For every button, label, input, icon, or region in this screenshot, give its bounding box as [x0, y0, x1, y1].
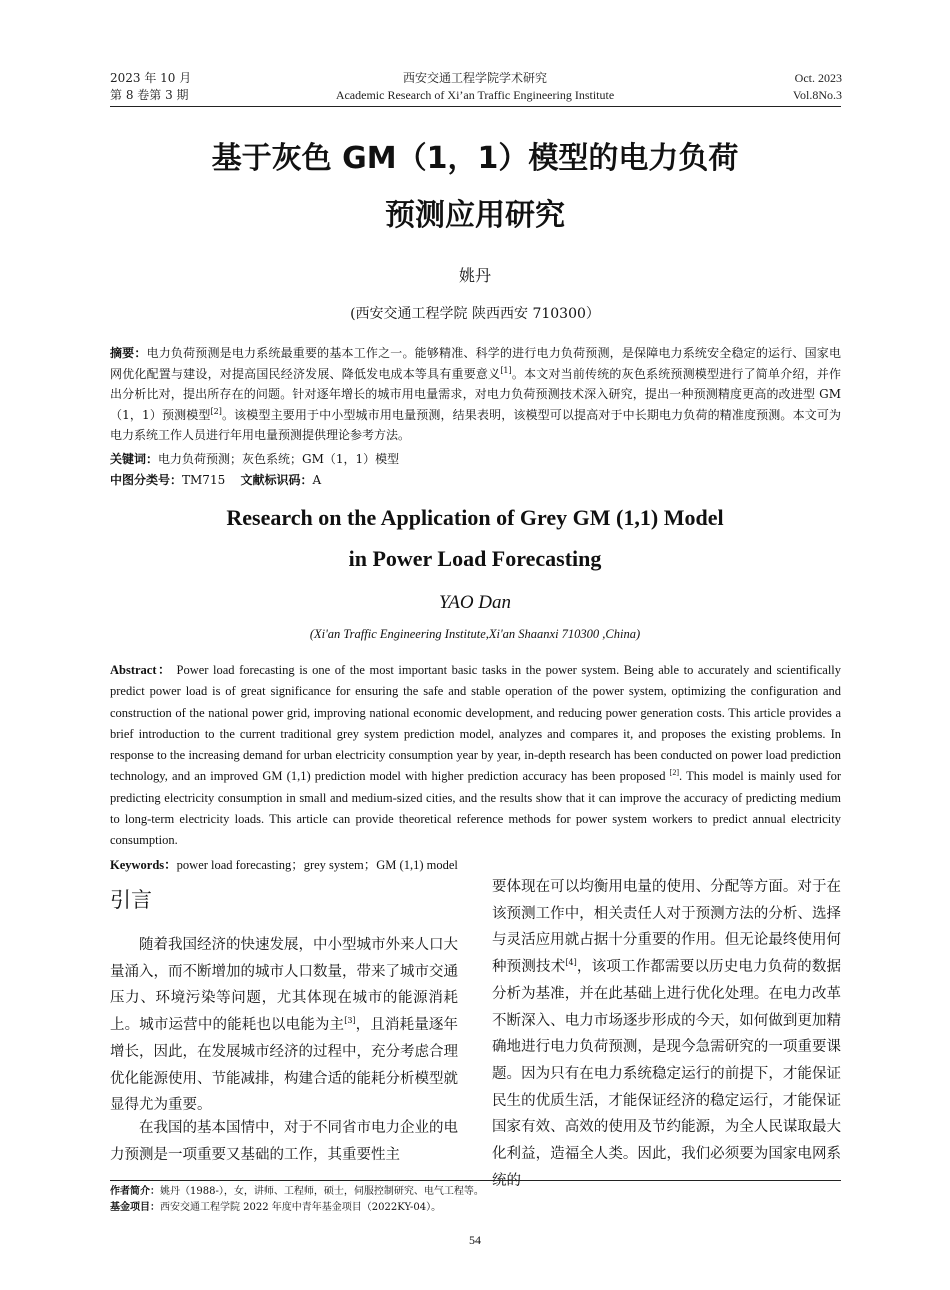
header-volume-en: Vol.8No.3 — [792, 88, 842, 102]
clc-label: 中图分类号： — [110, 473, 183, 487]
body-right-column — [492, 874, 841, 1194]
doc-code-label: 文献标识码： — [240, 473, 313, 487]
keywords-cn — [110, 449, 841, 470]
author-cn: 姚丹 — [458, 266, 491, 285]
keywords-en — [110, 855, 458, 873]
header-date-en: Oct. 2023 — [794, 71, 842, 85]
footnote-rule — [110, 1180, 841, 1181]
abstract-en-text-1: Power load forecasting is one of the most important basic tasks in the power system. Being able to accurately and scientifically predict power load is of great significance for ensuring the safe and stable operation of the power system, optimizing the configuration and construction of the national power grid, improving national economic development, and reducing power generation costs. This article provides a brief introduction to the current traditional grey system prediction model, analyzes and compares it, and proposes the existing problems. In response to the increasing demand for urban electricity consumption year by year, in-depth research has been conducted on power load prediction technology, and an improved GM (1,1) prediction model with higher prediction accuracy has been proposed — [110, 663, 842, 784]
body-right-text-b: ，该项工作都需要以历史电力负荷的数据分析为基准，并在此基础上进行优化处理。在电力改革不断深入、电力市场逐步形成的今天，如何做到更加精确地进行电力负荷预测，是现今急需研究的一项重要课题。因为只有在电力系统稳定运行的前提下，才能保证民生的优质生活，才能保证经济的稳定运行，才能保证国家有效、高效的使用及节约能源，为全人民谋取最大化利益，造福全人类。因此，我们必须要为国家电网系统的 — [492, 959, 842, 1189]
doc-code-value: A — [312, 473, 322, 487]
footnote-author — [110, 1184, 484, 1200]
section-title: 引言 — [110, 888, 152, 912]
title-cn-line-2: 预测应用研究 — [385, 198, 565, 233]
keywords-cn-label: 关键词： — [110, 452, 159, 466]
header-rule — [110, 106, 841, 107]
header-journal-en: Academic Research of Xi’an Traffic Engineering Institute — [335, 88, 615, 102]
abstract-cn-text-1: 电力负荷预测是电力系统最重要的基本工作之一。能够精准、科学的进行电力负荷预测，是保障电力系统安全稳定的运行、国家电网优化配置与建设，对提高国民经济发展、降低发电成本等具有重要意义 — [110, 346, 841, 381]
author-en: YAO Dan — [438, 592, 512, 613]
keywords-en-label: Keywords： — [110, 858, 177, 872]
abstract-en-text-2: . This model is mainly used for predicting electricity consumption in small and medium-sized cities, and the results show that it can improve the accuracy of predicting medium to long-term electricity loads. This article can provide theoretical reference methods for power system workers to predict annual electricity consumption. — [110, 769, 841, 848]
abstract-cn-label: 摘要： — [110, 346, 147, 360]
body-left-p1-text-a: 随着我国经济的快速发展，中小型城市外来人口大量涌入，而不断增加的城市人口数量，带来了城市交通压力、环境污染等问题，尤其体现在城市的能源消耗上。城市运营中的能耗也以电能为主 — [110, 937, 458, 1034]
clc-value: TM715 — [182, 473, 226, 487]
header-volume-cn: 第 8 卷第 3 期 — [110, 88, 189, 102]
footnote-fund — [110, 1200, 441, 1216]
citation-ref-en: [2] — [669, 768, 679, 778]
abstract-cn — [110, 343, 841, 446]
body-left-paragraph-2: 在我国的基本国情中，对于不同省市电力企业的电力预测是一项重要又基础的工作，其重要性主 — [110, 1120, 458, 1163]
abstract-en — [110, 660, 841, 852]
header-right — [793, 70, 842, 104]
citation-ref-4: [4] — [565, 958, 577, 968]
footnote-author-label: 作者简介： — [110, 1186, 160, 1197]
body-right-text-a: 要体现在可以均衡用电量的使用、分配等方面。对于在该预测工作中，相关责任人对于预测方法的分析、选择与灵活应用就占据十分重要的作用。但无论最终使用何种预测技术 — [492, 879, 841, 976]
footnote-fund-label: 基金项目： — [110, 1202, 160, 1213]
abstract-cn-text-2: 。本文对当前传统的灰色系统预测模型进行了简单介绍，并作出分析比对，提出所存在的问题。针对逐年增长的城市用电量需求，对电力负荷预测技术深入研究，提出一种预测精度更高的改进型 GM（1，1）预测模型 — [110, 366, 841, 422]
citation-ref-2: [2] — [210, 406, 222, 416]
footnote-author-text: 姚丹（1988-），女，讲师、工程师，硕士，伺服控制研究、电气工程等。 — [160, 1186, 484, 1197]
page-number: 54 — [469, 1233, 481, 1247]
title-en-line-1: Research on the Application of Grey GM (1,1) Model — [226, 505, 724, 530]
affiliation-en: (Xi'an Traffic Engineering Institute,Xi'an Shaanxi 710300 ,China) — [309, 627, 641, 641]
title-cn-line-1: 基于灰色 GM（1，1）模型的电力负荷 — [211, 141, 739, 176]
body-left-paragraph-1 — [110, 932, 458, 1119]
keywords-en-text: power load forecasting；grey system；GM (1,1) model — [176, 858, 458, 872]
classification — [110, 470, 841, 491]
keywords-cn-text: 电力负荷预测；灰色系统；GM（1，1）模型 — [158, 452, 400, 466]
title-en-line-2: in Power Load Forecasting — [348, 546, 602, 571]
citation-ref-3: [3] — [344, 1016, 356, 1026]
abstract-en-label: Abstract： — [110, 663, 172, 677]
body-left-p1-text-b: ，且消耗量逐年增长，因此，在发展城市经济的过程中，充分考虑合理优化能源使用、节能减排，构建合适的能耗分析模型就显得尤为重要。 — [110, 1017, 459, 1114]
citation-ref-1: [1] — [500, 365, 512, 375]
affiliation-cn: (西安交通工程学院 陕西西安 710300） — [350, 306, 600, 322]
abstract-cn-text-3: 。该模型主要用于中小型城市用电量预测，结果表明，该模型可以提高对于中长期电力负荷的精准度预测。本文可为电力系统工作人员进行年用电量预测提供理论参考方法。 — [110, 407, 841, 442]
footnote-fund-text: 西安交通工程学院 2022 年度中青年基金项目（2022KY-04）。 — [160, 1202, 442, 1213]
header-date-cn: 2023 年 10 月 — [110, 71, 192, 85]
header-journal-cn: 西安交通工程学院学术研究 — [402, 71, 547, 85]
